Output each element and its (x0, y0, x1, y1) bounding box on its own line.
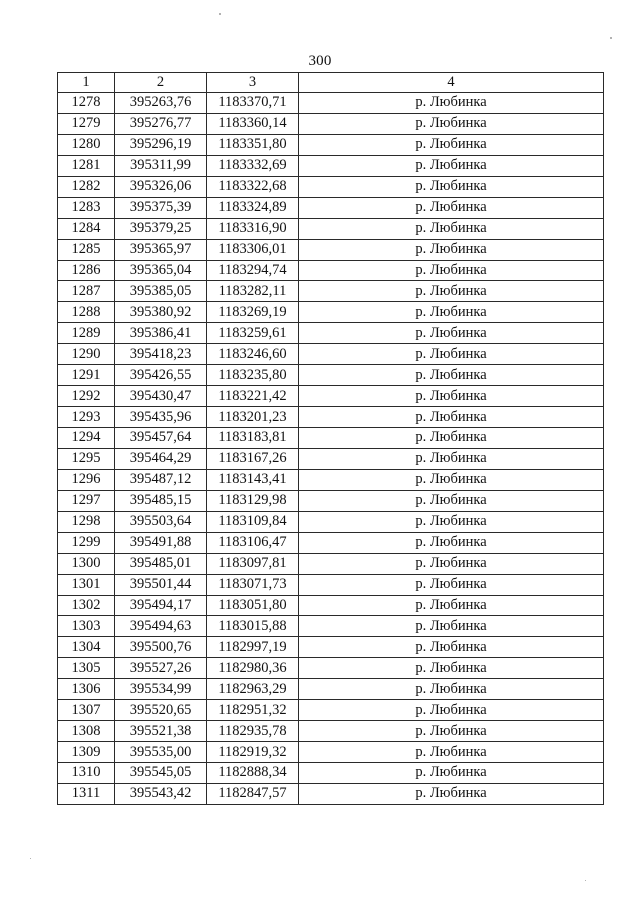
cell-description: р. Любинка (299, 281, 604, 302)
table-row (58, 553, 604, 574)
cell-x-coordinate: 395494,63 (115, 616, 207, 637)
cell-x-coordinate: 395500,76 (115, 637, 207, 658)
cell-description: р. Любинка (299, 239, 604, 260)
cell-description: р. Любинка (299, 93, 604, 114)
column-header-2: 2 (115, 73, 207, 93)
table-row (58, 742, 604, 763)
cell-description: р. Любинка (299, 637, 604, 658)
cell-y-coordinate: 1183097,81 (207, 553, 299, 574)
table-row (58, 155, 604, 176)
cell-number: 1290 (58, 344, 115, 365)
cell-number: 1280 (58, 134, 115, 155)
cell-number: 1291 (58, 365, 115, 386)
cell-x-coordinate: 395503,64 (115, 511, 207, 532)
cell-y-coordinate: 1183269,19 (207, 302, 299, 323)
cell-y-coordinate: 1183306,01 (207, 239, 299, 260)
cell-x-coordinate: 395296,19 (115, 134, 207, 155)
cell-description: р. Любинка (299, 763, 604, 784)
column-header-1: 1 (58, 73, 115, 93)
table-row (58, 763, 604, 784)
cell-x-coordinate: 395534,99 (115, 679, 207, 700)
cell-number: 1299 (58, 532, 115, 553)
cell-number: 1284 (58, 218, 115, 239)
cell-description: р. Любинка (299, 428, 604, 449)
table-row (58, 176, 604, 197)
cell-x-coordinate: 395435,96 (115, 407, 207, 428)
cell-description: р. Любинка (299, 134, 604, 155)
cell-x-coordinate: 395494,17 (115, 595, 207, 616)
cell-description: р. Любинка (299, 407, 604, 428)
cell-description: р. Любинка (299, 344, 604, 365)
table-header-row (58, 73, 604, 93)
cell-number: 1296 (58, 469, 115, 490)
cell-y-coordinate: 1183201,23 (207, 407, 299, 428)
cell-description: р. Любинка (299, 448, 604, 469)
cell-x-coordinate: 395263,76 (115, 93, 207, 114)
table-row (58, 469, 604, 490)
table-row (58, 281, 604, 302)
cell-description: р. Любинка (299, 679, 604, 700)
cell-number: 1306 (58, 679, 115, 700)
table-row (58, 93, 604, 114)
cell-description: р. Любинка (299, 700, 604, 721)
table-row (58, 574, 604, 595)
cell-y-coordinate: 1183282,11 (207, 281, 299, 302)
cell-description: р. Любинка (299, 658, 604, 679)
table-row (58, 679, 604, 700)
cell-description: р. Любинка (299, 469, 604, 490)
table-row (58, 448, 604, 469)
scan-speck (219, 13, 221, 15)
cell-description: р. Любинка (299, 176, 604, 197)
cell-y-coordinate: 1183167,26 (207, 448, 299, 469)
cell-x-coordinate: 395379,25 (115, 218, 207, 239)
table-row (58, 323, 604, 344)
cell-y-coordinate: 1183332,69 (207, 155, 299, 176)
table-row (58, 239, 604, 260)
cell-x-coordinate: 395386,41 (115, 323, 207, 344)
cell-x-coordinate: 395457,64 (115, 428, 207, 449)
table-row (58, 197, 604, 218)
cell-y-coordinate: 1183322,68 (207, 176, 299, 197)
cell-y-coordinate: 1183370,71 (207, 93, 299, 114)
cell-number: 1278 (58, 93, 115, 114)
cell-number: 1283 (58, 197, 115, 218)
cell-description: р. Любинка (299, 742, 604, 763)
scan-speck (30, 858, 31, 859)
cell-number: 1308 (58, 721, 115, 742)
cell-number: 1282 (58, 176, 115, 197)
cell-description: р. Любинка (299, 511, 604, 532)
cell-x-coordinate: 395365,04 (115, 260, 207, 281)
cell-number: 1298 (58, 511, 115, 532)
cell-y-coordinate: 1183051,80 (207, 595, 299, 616)
cell-number: 1293 (58, 407, 115, 428)
cell-y-coordinate: 1183109,84 (207, 511, 299, 532)
cell-number: 1294 (58, 428, 115, 449)
table-row (58, 595, 604, 616)
table-row (58, 700, 604, 721)
cell-number: 1297 (58, 490, 115, 511)
cell-number: 1285 (58, 239, 115, 260)
coordinates-table (57, 72, 604, 805)
table-row (58, 407, 604, 428)
page-number: 300 (308, 53, 332, 69)
cell-number: 1311 (58, 783, 115, 804)
cell-description: р. Любинка (299, 574, 604, 595)
cell-description: р. Любинка (299, 490, 604, 511)
cell-description: р. Любинка (299, 386, 604, 407)
cell-description: р. Любинка (299, 323, 604, 344)
cell-y-coordinate: 1182888,34 (207, 763, 299, 784)
table-body (58, 93, 604, 805)
table-row (58, 302, 604, 323)
cell-x-coordinate: 395543,42 (115, 783, 207, 804)
cell-description: р. Любинка (299, 553, 604, 574)
cell-y-coordinate: 1183351,80 (207, 134, 299, 155)
table-row (58, 428, 604, 449)
cell-y-coordinate: 1183294,74 (207, 260, 299, 281)
cell-x-coordinate: 395521,38 (115, 721, 207, 742)
column-header-4: 4 (299, 73, 604, 93)
cell-number: 1310 (58, 763, 115, 784)
table-row (58, 658, 604, 679)
cell-description: р. Любинка (299, 595, 604, 616)
cell-y-coordinate: 1183106,47 (207, 532, 299, 553)
cell-y-coordinate: 1183246,60 (207, 344, 299, 365)
cell-y-coordinate: 1183324,89 (207, 197, 299, 218)
table-row (58, 511, 604, 532)
cell-description: р. Любинка (299, 532, 604, 553)
cell-x-coordinate: 395464,29 (115, 448, 207, 469)
cell-number: 1288 (58, 302, 115, 323)
column-header-3: 3 (207, 73, 299, 93)
cell-number: 1300 (58, 553, 115, 574)
cell-x-coordinate: 395375,39 (115, 197, 207, 218)
cell-y-coordinate: 1182963,29 (207, 679, 299, 700)
cell-y-coordinate: 1183360,14 (207, 113, 299, 134)
table-row (58, 386, 604, 407)
cell-x-coordinate: 395430,47 (115, 386, 207, 407)
cell-number: 1309 (58, 742, 115, 763)
cell-number: 1303 (58, 616, 115, 637)
cell-x-coordinate: 395535,00 (115, 742, 207, 763)
cell-x-coordinate: 395485,01 (115, 553, 207, 574)
cell-y-coordinate: 1183129,98 (207, 490, 299, 511)
cell-x-coordinate: 395311,99 (115, 155, 207, 176)
cell-x-coordinate: 395527,26 (115, 658, 207, 679)
cell-description: р. Любинка (299, 113, 604, 134)
cell-x-coordinate: 395545,05 (115, 763, 207, 784)
table-row (58, 344, 604, 365)
table-row (58, 721, 604, 742)
table-row (58, 637, 604, 658)
cell-x-coordinate: 395418,23 (115, 344, 207, 365)
cell-x-coordinate: 395365,97 (115, 239, 207, 260)
cell-description: р. Любинка (299, 260, 604, 281)
cell-x-coordinate: 395385,05 (115, 281, 207, 302)
scan-speck (585, 880, 586, 881)
cell-y-coordinate: 1182847,57 (207, 783, 299, 804)
cell-description: р. Любинка (299, 302, 604, 323)
cell-number: 1295 (58, 448, 115, 469)
cell-number: 1286 (58, 260, 115, 281)
cell-description: р. Любинка (299, 218, 604, 239)
table-row (58, 783, 604, 804)
cell-number: 1304 (58, 637, 115, 658)
cell-number: 1289 (58, 323, 115, 344)
cell-y-coordinate: 1182919,32 (207, 742, 299, 763)
cell-description: р. Любинка (299, 155, 604, 176)
scan-speck (610, 37, 612, 39)
cell-x-coordinate: 395380,92 (115, 302, 207, 323)
table-row (58, 365, 604, 386)
cell-x-coordinate: 395485,15 (115, 490, 207, 511)
cell-number: 1279 (58, 113, 115, 134)
cell-x-coordinate: 395501,44 (115, 574, 207, 595)
cell-description: р. Любинка (299, 721, 604, 742)
cell-x-coordinate: 395276,77 (115, 113, 207, 134)
cell-x-coordinate: 395487,12 (115, 469, 207, 490)
cell-number: 1281 (58, 155, 115, 176)
cell-x-coordinate: 395491,88 (115, 532, 207, 553)
cell-number: 1307 (58, 700, 115, 721)
cell-y-coordinate: 1183259,61 (207, 323, 299, 344)
cell-y-coordinate: 1182980,36 (207, 658, 299, 679)
cell-x-coordinate: 395426,55 (115, 365, 207, 386)
cell-description: р. Любинка (299, 783, 604, 804)
cell-number: 1292 (58, 386, 115, 407)
cell-number: 1302 (58, 595, 115, 616)
cell-y-coordinate: 1183071,73 (207, 574, 299, 595)
table-row (58, 490, 604, 511)
cell-y-coordinate: 1183015,88 (207, 616, 299, 637)
cell-number: 1305 (58, 658, 115, 679)
table-row (58, 532, 604, 553)
cell-y-coordinate: 1182935,78 (207, 721, 299, 742)
cell-y-coordinate: 1183183,81 (207, 428, 299, 449)
cell-y-coordinate: 1183316,90 (207, 218, 299, 239)
cell-description: р. Любинка (299, 197, 604, 218)
cell-x-coordinate: 395520,65 (115, 700, 207, 721)
cell-y-coordinate: 1183235,80 (207, 365, 299, 386)
cell-y-coordinate: 1182951,32 (207, 700, 299, 721)
cell-description: р. Любинка (299, 365, 604, 386)
cell-number: 1287 (58, 281, 115, 302)
cell-x-coordinate: 395326,06 (115, 176, 207, 197)
cell-y-coordinate: 1183143,41 (207, 469, 299, 490)
cell-description: р. Любинка (299, 616, 604, 637)
cell-y-coordinate: 1182997,19 (207, 637, 299, 658)
table-row (58, 260, 604, 281)
cell-y-coordinate: 1183221,42 (207, 386, 299, 407)
table-row (58, 134, 604, 155)
table-row (58, 616, 604, 637)
table-row (58, 113, 604, 134)
cell-number: 1301 (58, 574, 115, 595)
table-row (58, 218, 604, 239)
